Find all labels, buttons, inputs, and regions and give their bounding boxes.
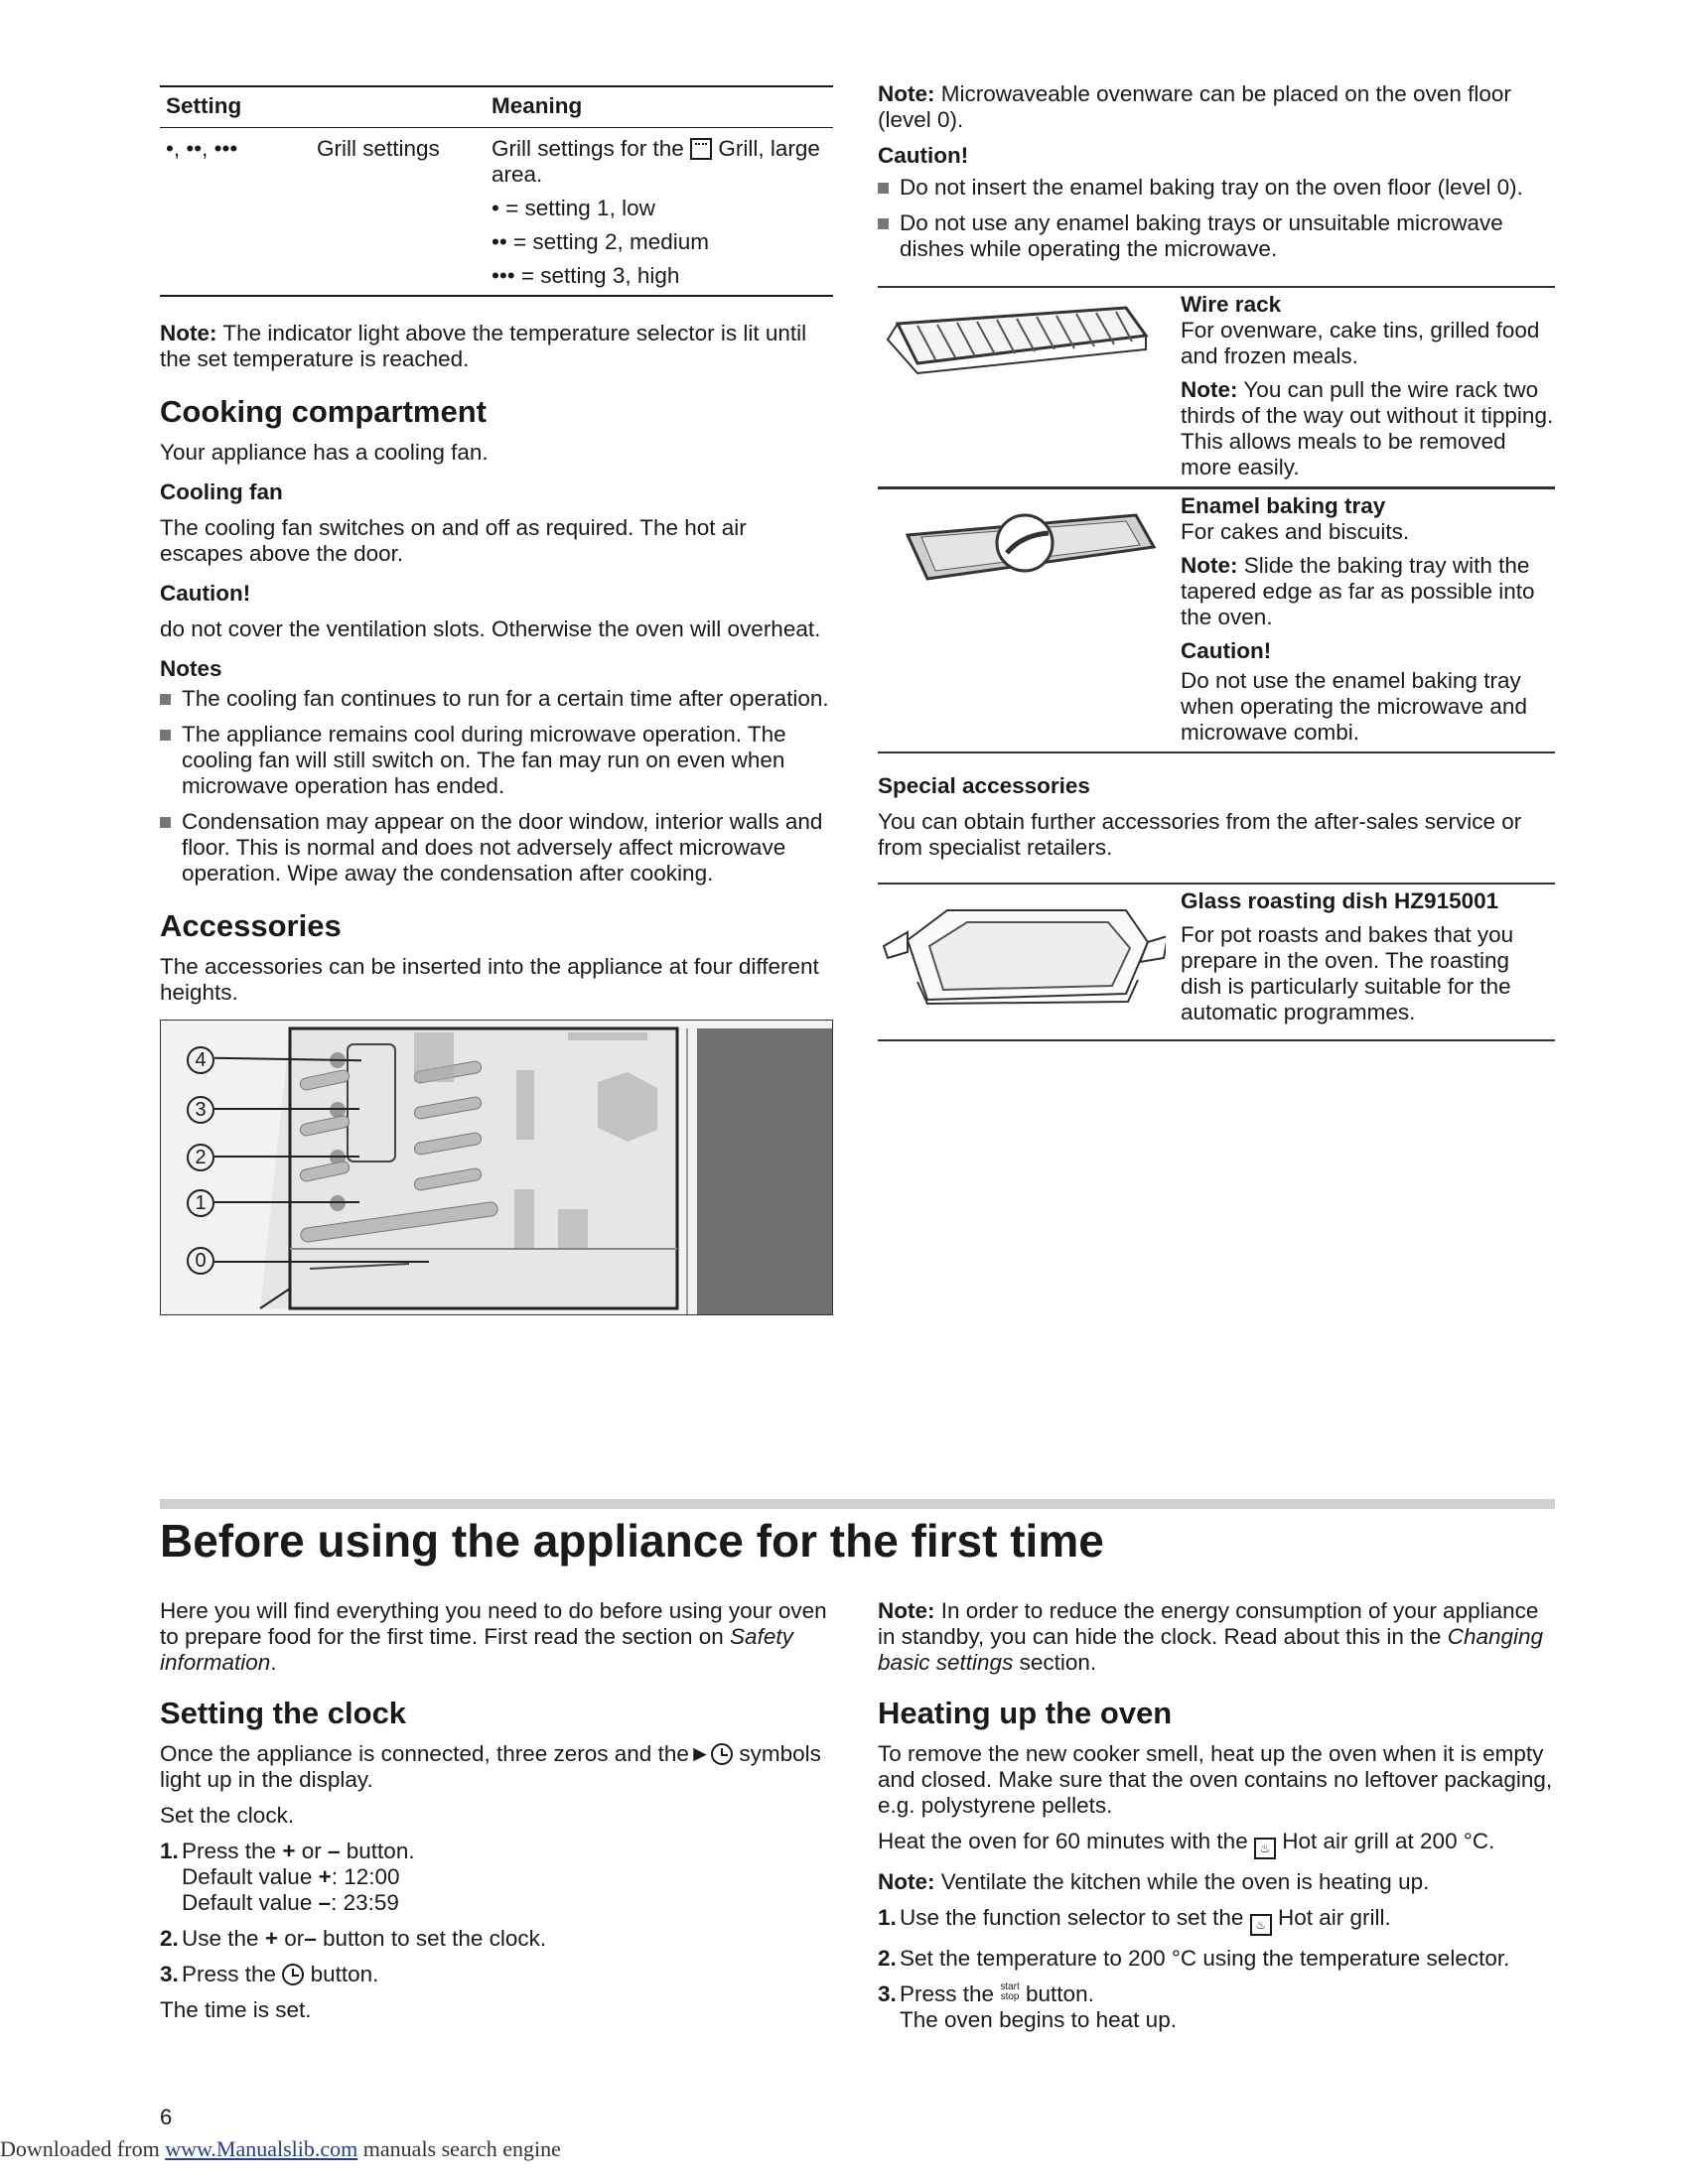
baking-tray-row: [878, 488, 1555, 753]
special-accessories-text: You can obtain further accessories from the after-sales service or from specialist retailers.: [878, 809, 1522, 860]
minus-icon: –: [328, 1839, 341, 1863]
baking-tray-caution: Do not use the enamel baking tray when operating the microwave and microwave combi.: [1181, 668, 1527, 745]
setting-meaning: Grill settings for the Grill, large area.: [492, 136, 820, 187]
special-accessories-heading: Special accessories: [878, 773, 1090, 798]
play-icon: ►: [688, 1741, 712, 1766]
safety-information-ref: Safety information: [160, 1624, 793, 1675]
accessories-heading: Accessories: [160, 908, 342, 943]
heating-note: Note: Ventilate the kitchen while the oven is heating up.: [878, 1869, 1430, 1894]
list-item: 2. Set the temperature to 200 °C using the temperature selector.: [878, 1946, 1510, 1971]
minus-icon: –: [304, 1926, 317, 1951]
heating-intro: To remove the new cooker smell, heat up the oven when it is empty and closed. Make sure that the oven contains no leftover packaging, e.g. polystyrene pellets.: [878, 1741, 1553, 1818]
baking-tray-note: Note: Slide the baking tray with the tapered edge as far as possible into the oven.: [1181, 553, 1535, 629]
section-divider: [160, 1499, 1555, 1509]
list-item: The appliance remains cool during microwave operation. The cooling fan will still switch on. The fan may run on even when microwave operation has ended.: [160, 722, 833, 799]
level-0-marker: 0: [187, 1247, 214, 1275]
setting-level-3: ••• = setting 3, high: [486, 255, 833, 296]
wire-rack-note: Note: You can pull the wire rack two thirds of the way out without it tipping. This allows meals to be removed more easily.: [1181, 377, 1554, 479]
minus-icon: –: [318, 1890, 332, 1915]
bottom-left-column: [160, 1598, 835, 2033]
baking-tray-image: [878, 489, 1181, 751]
list-item: 3. Press the start stop button. The oven begins to heat up.: [878, 1981, 1177, 2032]
heating-heading: Heating up the oven: [878, 1696, 1173, 1730]
clock-icon: [282, 1964, 304, 1985]
level-1-marker: 1: [187, 1189, 214, 1217]
hot-air-grill-icon: ♨: [1250, 1914, 1272, 1936]
caution-heading: Caution!: [160, 581, 251, 606]
caution-heading-right: Caution!: [878, 143, 969, 168]
wire-rack-row: [878, 286, 1555, 488]
hot-air-grill-icon: ♨: [1254, 1838, 1276, 1859]
start-stop-icon: start stop: [1000, 1981, 1020, 2002]
page-number: 6: [160, 2105, 173, 2129]
grill-icon: [690, 138, 712, 160]
note-indicator: Note: The indicator light above the temperature selector is lit until the set temperature is reached.: [160, 321, 807, 371]
caution-list: [878, 175, 1555, 262]
baking-tray-title: Enamel baking tray: [1181, 493, 1386, 518]
heating-steps: [878, 1905, 1555, 2033]
setting-level-1: • = setting 1, low: [492, 196, 655, 220]
bottom-right-column: [878, 1598, 1555, 2043]
clock-done: The time is set.: [160, 1997, 312, 2022]
left-column: [160, 85, 833, 1315]
grill-settings-table: [160, 85, 833, 297]
list-item: Do not insert the enamel baking tray on the oven floor (level 0).: [878, 175, 1555, 201]
setting-level-2: •• = setting 2, medium: [492, 229, 709, 254]
notes-list: [160, 686, 833, 887]
list-item: 1. Press the + or – button. Default value +: 12:00 Default value –: 23:59: [160, 1839, 415, 1915]
page-title: Before using the appliance for the first time: [160, 1515, 1104, 1567]
list-item: 3. Press the button.: [160, 1962, 379, 1986]
setting-clock-heading: Setting the clock: [160, 1696, 407, 1730]
glass-dish-title: Glass roasting dish HZ915001: [1181, 888, 1499, 913]
changing-basic-settings-ref: Changing basic settings: [878, 1624, 1544, 1675]
oven-levels-diagram: [160, 1020, 833, 1315]
accessories-intro: The accessories can be inserted into the appliance at four different heights.: [160, 954, 819, 1005]
glass-dish-row: [878, 883, 1555, 1041]
notes-heading: Notes: [160, 656, 222, 681]
plus-icon: +: [318, 1864, 332, 1889]
glass-dish-desc: For pot roasts and bakes that you prepare in the oven. The roasting dish is particularly suitable for the automatic programmes.: [1181, 922, 1514, 1024]
wire-rack-image: [878, 288, 1181, 486]
level-2-marker: 2: [187, 1144, 214, 1171]
list-item: Do not use any enamel baking trays or unsuitable microwave dishes while operating the microwave.: [878, 210, 1555, 262]
level-4-marker: 4: [187, 1046, 214, 1074]
list-item: 1. Use the function selector to set the ♨ Hot air grill.: [878, 1905, 1555, 1936]
note-microwaveable: Note: Microwaveable ovenware can be placed on the oven floor (level 0).: [878, 81, 1511, 132]
right-column: [878, 81, 1555, 1041]
standby-note: Note: In order to reduce the energy consumption of your appliance in standby, you can hide the clock. Read about this in the Changing basic settings section.: [878, 1598, 1544, 1675]
baking-tray-desc: For cakes and biscuits.: [1181, 519, 1410, 544]
clock-steps: [160, 1839, 835, 1987]
list-item: 2. Use the + or– button to set the clock.: [160, 1926, 547, 1951]
first-time-intro: Here you will find everything you need to do before using your oven to prepare food for the first time. First read the section on Safety information.: [160, 1598, 827, 1675]
level-3-marker: 3: [187, 1096, 214, 1124]
wire-rack-desc: For ovenware, cake tins, grilled food and frozen meals.: [1181, 318, 1540, 368]
plus-icon: +: [282, 1839, 296, 1863]
cooling-fan-text: The cooling fan switches on and off as required. The hot air escapes above the door.: [160, 515, 747, 566]
wire-rack-title: Wire rack: [1181, 292, 1282, 317]
setting-name: Grill settings: [317, 136, 440, 161]
heating-instruction: Heat the oven for 60 minutes with the ♨ Hot air grill at 200 °C.: [878, 1829, 1555, 1859]
cooling-fan-heading: Cooling fan: [160, 479, 283, 504]
table-header-meaning: Meaning: [486, 86, 833, 128]
baking-tray-caution-title: Caution!: [1181, 638, 1272, 663]
clock-icon: [711, 1743, 733, 1765]
cooking-compartment-heading: Cooking compartment: [160, 394, 487, 429]
footer: Downloaded from www.Manualslib.com manuals search engine: [0, 2136, 561, 2161]
list-item: Condensation may appear on the door window, interior walls and floor. This is normal and does not adversely affect microwave operation. Wipe away the condensation after cooking.: [160, 809, 833, 887]
table-header-setting: Setting: [160, 86, 486, 128]
setting-symbol: •, ••, •••: [166, 136, 238, 161]
manualslib-link[interactable]: www.Manualslib.com: [165, 2136, 358, 2161]
cooking-intro: Your appliance has a cooling fan.: [160, 440, 489, 465]
level-markers: [161, 1021, 832, 1314]
list-item: The cooling fan continues to run for a certain time after operation.: [160, 686, 833, 712]
glass-dish-image: [878, 885, 1181, 1039]
caution-text: do not cover the ventilation slots. Otherwise the oven will overheat.: [160, 616, 821, 641]
plus-icon: +: [264, 1926, 278, 1951]
clock-intro: Once the appliance is connected, three zeros and the► symbols light up in the display.: [160, 1741, 821, 1792]
clock-set: Set the clock.: [160, 1803, 295, 1828]
